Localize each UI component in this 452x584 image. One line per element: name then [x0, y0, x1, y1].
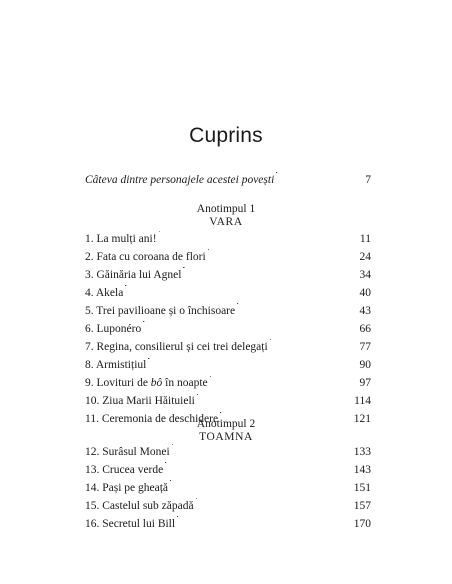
season-1-heading	[0, 203, 452, 229]
toc-entry-label: 7. Regina, consilierul și cei trei delegați	[85, 341, 268, 354]
toc-entry-page: 157	[353, 499, 371, 512]
toc-entry-label: 6. Luponéro	[85, 322, 142, 335]
toc-entry-page: 143	[353, 463, 371, 476]
dot-leader	[183, 266, 357, 278]
toc-entry-page: 40	[359, 286, 371, 299]
toc-entry-page: 121	[353, 413, 371, 426]
toc-entry-page: 114	[354, 395, 371, 408]
season-1-subtitle: VARA	[209, 216, 243, 228]
toc-entry-label: 14. Pași pe gheață	[85, 481, 169, 494]
season-2-title: Anotimpul 2	[196, 418, 256, 430]
toc-entry-label: 12. Surâsul Monei	[85, 445, 170, 458]
dot-leader	[125, 284, 357, 296]
toc-entry-label: 10. Ziua Marii Hăituieli	[85, 395, 195, 408]
dot-leader	[172, 443, 352, 455]
toc-entry-label: Câteva dintre personajele acestei povești	[85, 173, 275, 186]
toc-entry-label-italic: bô	[150, 377, 163, 390]
toc-entry	[85, 497, 371, 515]
toc-entry	[85, 230, 371, 248]
toc-entry-label: 8. Armistițiul	[85, 359, 147, 372]
toc-entry	[85, 479, 371, 497]
season-2-heading	[0, 418, 452, 444]
toc-entry-label: 2. Fata cu coroana de flori	[85, 250, 206, 263]
toc-entry	[85, 339, 371, 357]
toc-entry-page: 34	[359, 268, 371, 281]
dot-leader	[270, 339, 358, 351]
toc-entry-label: 3. Găinăria lui Agnel	[85, 268, 182, 281]
dot-leader	[208, 248, 358, 260]
toc-entry-label: 15. Castelul sub zăpadă	[85, 499, 194, 512]
toc-entry	[85, 302, 371, 320]
season-1-title: Anotimpul 1	[196, 203, 256, 215]
toc-entry-label: 4. Akela	[85, 286, 124, 299]
toc-entry	[85, 266, 371, 284]
dot-leader	[237, 302, 357, 314]
toc-entry-label: 5. Trei pavilioane și o închisoare	[85, 304, 236, 317]
toc-entry	[85, 393, 371, 411]
dot-leader	[276, 171, 357, 183]
toc-entry	[85, 171, 371, 189]
toc-entry-page: 170	[353, 517, 371, 530]
toc-entry	[85, 248, 371, 266]
toc-entry-page: 77	[359, 341, 371, 354]
toc-entry-page: 151	[353, 481, 371, 494]
toc-entry-page: 24	[359, 250, 371, 263]
dot-leader	[170, 479, 352, 491]
toc-entry-page: 133	[353, 445, 371, 458]
toc-entry	[85, 357, 371, 375]
page-title: Cuprins	[189, 124, 263, 147]
dot-leader	[210, 375, 358, 387]
dot-leader	[159, 230, 358, 242]
dot-leader	[197, 393, 352, 405]
toc-entry	[85, 515, 371, 533]
dot-leader	[177, 515, 352, 527]
toc-entry	[85, 375, 371, 393]
dot-leader	[148, 357, 357, 369]
toc-entry-label	[85, 375, 208, 393]
toc-entry-label-pre: 9. Lovituri de	[85, 377, 151, 390]
toc-entry-label: 1. La mulți ani!	[85, 232, 157, 245]
toc-entry-label: 11. Ceremonia de deschidere	[85, 413, 219, 426]
dot-leader	[196, 497, 352, 509]
toc-entry-page: 97	[359, 377, 371, 390]
season-2-subtitle: TOAMNA	[199, 431, 253, 443]
toc-entry-page: 7	[365, 173, 371, 186]
toc-entry-page: 43	[359, 304, 371, 317]
toc-entry-page: 66	[359, 322, 371, 335]
toc-entry	[85, 461, 371, 479]
dot-leader	[165, 461, 352, 473]
season-2-list	[85, 443, 371, 533]
toc-entry-label-post: în noapte	[162, 377, 208, 390]
toc-entry	[85, 320, 371, 338]
toc-intro	[85, 171, 371, 189]
toc-entry	[85, 284, 371, 302]
toc-entry-label: 16. Secretul lui Bill	[85, 517, 176, 530]
dot-leader	[143, 320, 357, 332]
toc-entry-page: 11	[359, 232, 371, 245]
toc-entry-page: 90	[359, 359, 371, 372]
toc-entry-label: 13. Crucea verde	[85, 463, 164, 476]
season-1-list	[85, 230, 371, 429]
toc-entry	[85, 443, 371, 461]
